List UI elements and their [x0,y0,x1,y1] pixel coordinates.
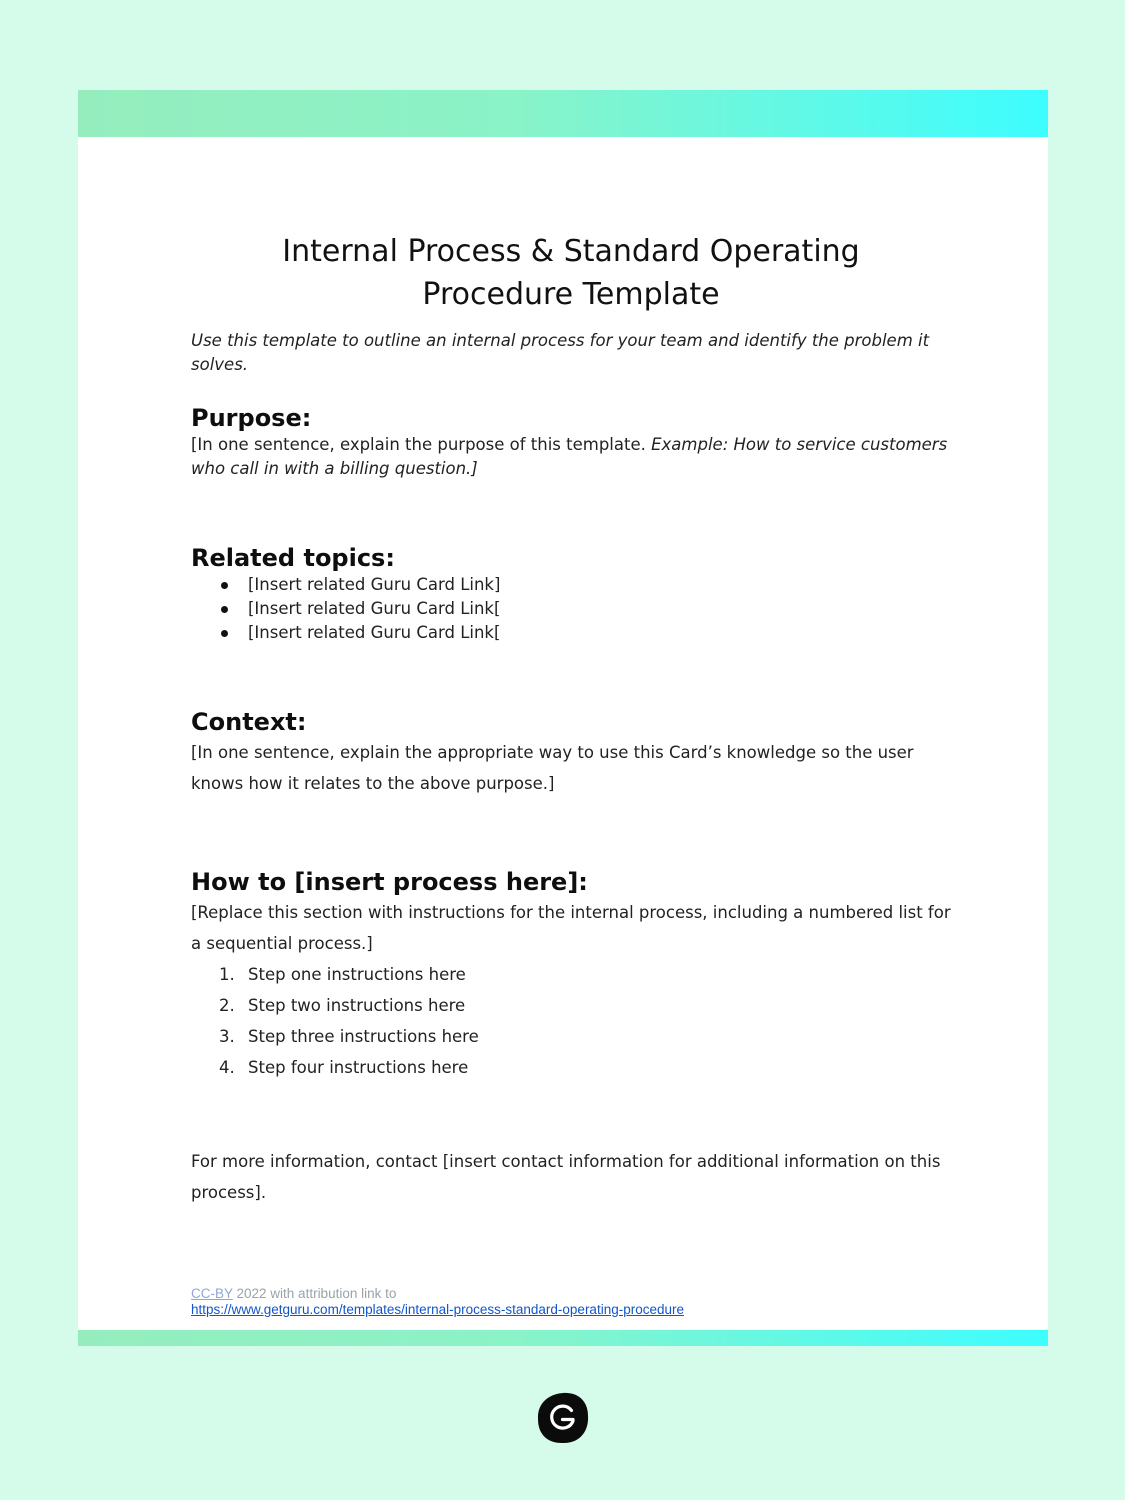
context-section [191,707,951,799]
attribution [191,1286,684,1318]
document-content [191,230,951,1208]
purpose-heading: Purpose: [191,404,312,432]
step-text: Step two instructions here [248,996,466,1015]
related-topics-heading: Related topics: [191,544,395,572]
purpose-text [191,433,951,481]
step-number: 2. [219,996,235,1015]
contact-section [191,1146,951,1208]
step-number: 3. [219,1027,235,1046]
list-item [191,959,951,990]
how-to-section [191,867,951,1083]
list-item [191,990,951,1021]
related-topics-section [191,543,951,645]
purpose-section [191,403,951,481]
attribution-url-line [191,1302,684,1318]
document-page [78,90,1048,1346]
license-text: 2022 with attribution link to [232,1286,397,1301]
header-gradient-band [78,90,1048,137]
title-line-2: Procedure Template [422,277,720,312]
intro-text: Use this template to outline an internal process for your team and identify the problem it solves. [191,331,930,374]
contact-text: For more information, contact [insert contact information for additional information on this process]. [191,1152,941,1202]
license-link[interactable]: CC-BY [191,1286,233,1301]
purpose-text-plain: [In one sentence, explain the purpose of this template. [191,435,652,454]
list-item [191,573,951,597]
title-line-1: Internal Process & Standard Operating [282,234,860,269]
related-topics-list [191,573,951,645]
related-link-text: [Insert related Guru Card Link[ [248,623,501,642]
list-item [191,597,951,621]
step-text: Step one instructions here [248,965,466,984]
bullet-icon [221,582,228,589]
steps-list [191,959,951,1083]
attribution-url-link[interactable]: https://www.getguru.com/templates/internal-process-standard-operating-procedure [191,1302,684,1317]
context-heading: Context: [191,708,307,736]
step-text: Step four instructions here [248,1058,469,1077]
bullet-icon [221,630,228,637]
context-text: [In one sentence, explain the appropriate way to use this Card’s knowledge so the user knows how it relates to the above purpose.] [191,743,914,793]
how-to-heading: How to [insert process here]: [191,868,588,896]
list-item [191,1021,951,1052]
step-number: 1. [219,965,235,984]
list-item [191,621,951,645]
attribution-line [191,1286,684,1302]
related-link-text: [Insert related Guru Card Link[ [248,599,501,618]
step-text: Step three instructions here [248,1027,479,1046]
list-item [191,1052,951,1083]
related-link-text: [Insert related Guru Card Link] [248,575,501,594]
bullet-icon [221,606,228,613]
guru-logo-icon [535,1390,591,1446]
step-number: 4. [219,1058,235,1077]
document-title [171,230,971,316]
how-to-text: [Replace this section with instructions for the internal process, including a numbered list for a sequential process.] [191,903,951,953]
footer-gradient-band [78,1330,1048,1346]
purpose-text-example: Example: How to service customers who call in with a billing question.] [191,435,948,478]
